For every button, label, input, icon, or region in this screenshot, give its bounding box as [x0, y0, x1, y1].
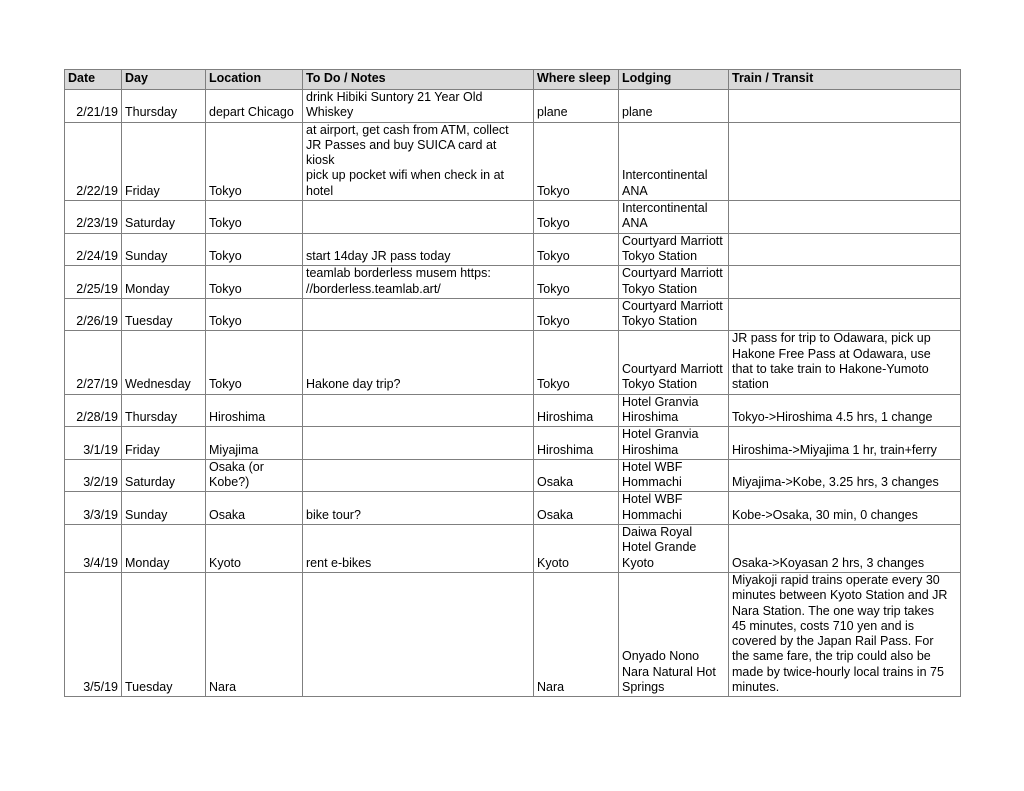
table-row [65, 122, 961, 200]
table-row [65, 492, 961, 525]
lodging-cell: Courtyard Marriott Tokyo Station [619, 331, 729, 394]
table-row [65, 298, 961, 331]
notes-cell [303, 427, 534, 460]
date-cell: 2/28/19 [65, 394, 122, 427]
location-cell: Tokyo [206, 122, 303, 200]
where-sleep-cell: Tokyo [534, 201, 619, 234]
column-header-notes: To Do / Notes [303, 70, 534, 90]
table-row [65, 572, 961, 696]
notes-cell [303, 394, 534, 427]
day-cell: Tuesday [122, 572, 206, 696]
notes-cell: Hakone day trip? [303, 331, 534, 394]
table-row [65, 525, 961, 573]
date-cell: 3/1/19 [65, 427, 122, 460]
where-sleep-cell: Tokyo [534, 122, 619, 200]
day-cell: Friday [122, 122, 206, 200]
date-cell: 3/4/19 [65, 525, 122, 573]
lodging-cell: Hotel WBF Hommachi [619, 459, 729, 492]
notes-cell: bike tour? [303, 492, 534, 525]
notes-cell [303, 459, 534, 492]
location-cell: Tokyo [206, 298, 303, 331]
day-cell: Friday [122, 427, 206, 460]
column-header-date: Date [65, 70, 122, 90]
date-cell: 3/5/19 [65, 572, 122, 696]
notes-cell [303, 298, 534, 331]
column-header-day: Day [122, 70, 206, 90]
day-cell: Sunday [122, 233, 206, 266]
where-sleep-cell: Hiroshima [534, 427, 619, 460]
lodging-cell: plane [619, 90, 729, 123]
transit-cell: Miyakoji rapid trains operate every 30 minutes between Kyoto Station and JR Nara Station. The one way trip takes 45 minutes, costs 710 yen and is covered by the Japan Rail Pass. For the same fare, the trip could also be made by twice-hourly local trains in 75 minutes. [729, 572, 961, 696]
day-cell: Monday [122, 266, 206, 299]
lodging-cell: Hotel WBF Hommachi [619, 492, 729, 525]
where-sleep-cell: Nara [534, 572, 619, 696]
transit-cell [729, 90, 961, 123]
transit-cell: Osaka->Koyasan 2 hrs, 3 changes [729, 525, 961, 573]
lodging-cell: Hotel Granvia Hiroshima [619, 427, 729, 460]
notes-cell: at airport, get cash from ATM, collect JR Passes and buy SUICA card at kiosk pick up pocket wifi when check in at hotel [303, 122, 534, 200]
where-sleep-cell: Tokyo [534, 233, 619, 266]
location-cell: Tokyo [206, 266, 303, 299]
notes-cell [303, 201, 534, 234]
column-header-location: Location [206, 70, 303, 90]
lodging-cell: Courtyard Marriott Tokyo Station [619, 233, 729, 266]
notes-cell: start 14day JR pass today [303, 233, 534, 266]
transit-cell [729, 201, 961, 234]
where-sleep-cell: Kyoto [534, 525, 619, 573]
where-sleep-cell: plane [534, 90, 619, 123]
notes-cell [303, 572, 534, 696]
table-row [65, 266, 961, 299]
date-cell: 2/21/19 [65, 90, 122, 123]
notes-cell: drink Hibiki Suntory 21 Year Old Whiskey [303, 90, 534, 123]
transit-cell [729, 233, 961, 266]
day-cell: Thursday [122, 90, 206, 123]
where-sleep-cell: Tokyo [534, 298, 619, 331]
notes-cell: rent e-bikes [303, 525, 534, 573]
transit-cell: Miyajima->Kobe, 3.25 hrs, 3 changes [729, 459, 961, 492]
transit-cell: Kobe->Osaka, 30 min, 0 changes [729, 492, 961, 525]
date-cell: 2/26/19 [65, 298, 122, 331]
date-cell: 2/23/19 [65, 201, 122, 234]
date-cell: 2/27/19 [65, 331, 122, 394]
lodging-cell: Hotel Granvia Hiroshima [619, 394, 729, 427]
transit-cell [729, 266, 961, 299]
transit-cell [729, 122, 961, 200]
where-sleep-cell: Hiroshima [534, 394, 619, 427]
lodging-cell: Courtyard Marriott Tokyo Station [619, 298, 729, 331]
column-header-lodging: Lodging [619, 70, 729, 90]
table-row [65, 201, 961, 234]
location-cell: Miyajima [206, 427, 303, 460]
transit-cell [729, 298, 961, 331]
location-cell: Tokyo [206, 331, 303, 394]
table-row [65, 427, 961, 460]
day-cell: Thursday [122, 394, 206, 427]
location-cell: Tokyo [206, 201, 303, 234]
date-cell: 3/3/19 [65, 492, 122, 525]
location-cell: Nara [206, 572, 303, 696]
where-sleep-cell: Tokyo [534, 331, 619, 394]
column-header-transit: Train / Transit [729, 70, 961, 90]
lodging-cell: Daiwa Royal Hotel Grande Kyoto [619, 525, 729, 573]
lodging-cell: Onyado Nono Nara Natural Hot Springs [619, 572, 729, 696]
location-cell: depart Chicago [206, 90, 303, 123]
table-row [65, 331, 961, 394]
location-cell: Osaka [206, 492, 303, 525]
notes-cell: teamlab borderless musem https: //borderless.teamlab.art/ [303, 266, 534, 299]
day-cell: Monday [122, 525, 206, 573]
day-cell: Tuesday [122, 298, 206, 331]
day-cell: Sunday [122, 492, 206, 525]
table-row [65, 233, 961, 266]
date-cell: 2/22/19 [65, 122, 122, 200]
where-sleep-cell: Osaka [534, 459, 619, 492]
location-cell: Osaka (or Kobe?) [206, 459, 303, 492]
table-row [65, 90, 961, 123]
location-cell: Hiroshima [206, 394, 303, 427]
transit-cell: JR pass for trip to Odawara, pick up Hakone Free Pass at Odawara, use that to take train to Hakone-Yumoto station [729, 331, 961, 394]
day-cell: Saturday [122, 201, 206, 234]
where-sleep-cell: Tokyo [534, 266, 619, 299]
lodging-cell: Intercontinental ANA [619, 122, 729, 200]
itinerary-table [64, 69, 961, 697]
day-cell: Saturday [122, 459, 206, 492]
transit-cell: Hiroshima->Miyajima 1 hr, train+ferry [729, 427, 961, 460]
table-row [65, 459, 961, 492]
location-cell: Tokyo [206, 233, 303, 266]
where-sleep-cell: Osaka [534, 492, 619, 525]
transit-cell: Tokyo->Hiroshima 4.5 hrs, 1 change [729, 394, 961, 427]
lodging-cell: Courtyard Marriott Tokyo Station [619, 266, 729, 299]
table-row [65, 394, 961, 427]
date-cell: 2/24/19 [65, 233, 122, 266]
day-cell: Wednesday [122, 331, 206, 394]
header-row [65, 70, 961, 90]
date-cell: 2/25/19 [65, 266, 122, 299]
location-cell: Kyoto [206, 525, 303, 573]
date-cell: 3/2/19 [65, 459, 122, 492]
column-header-where-sleep: Where sleep [534, 70, 619, 90]
lodging-cell: Intercontinental ANA [619, 201, 729, 234]
